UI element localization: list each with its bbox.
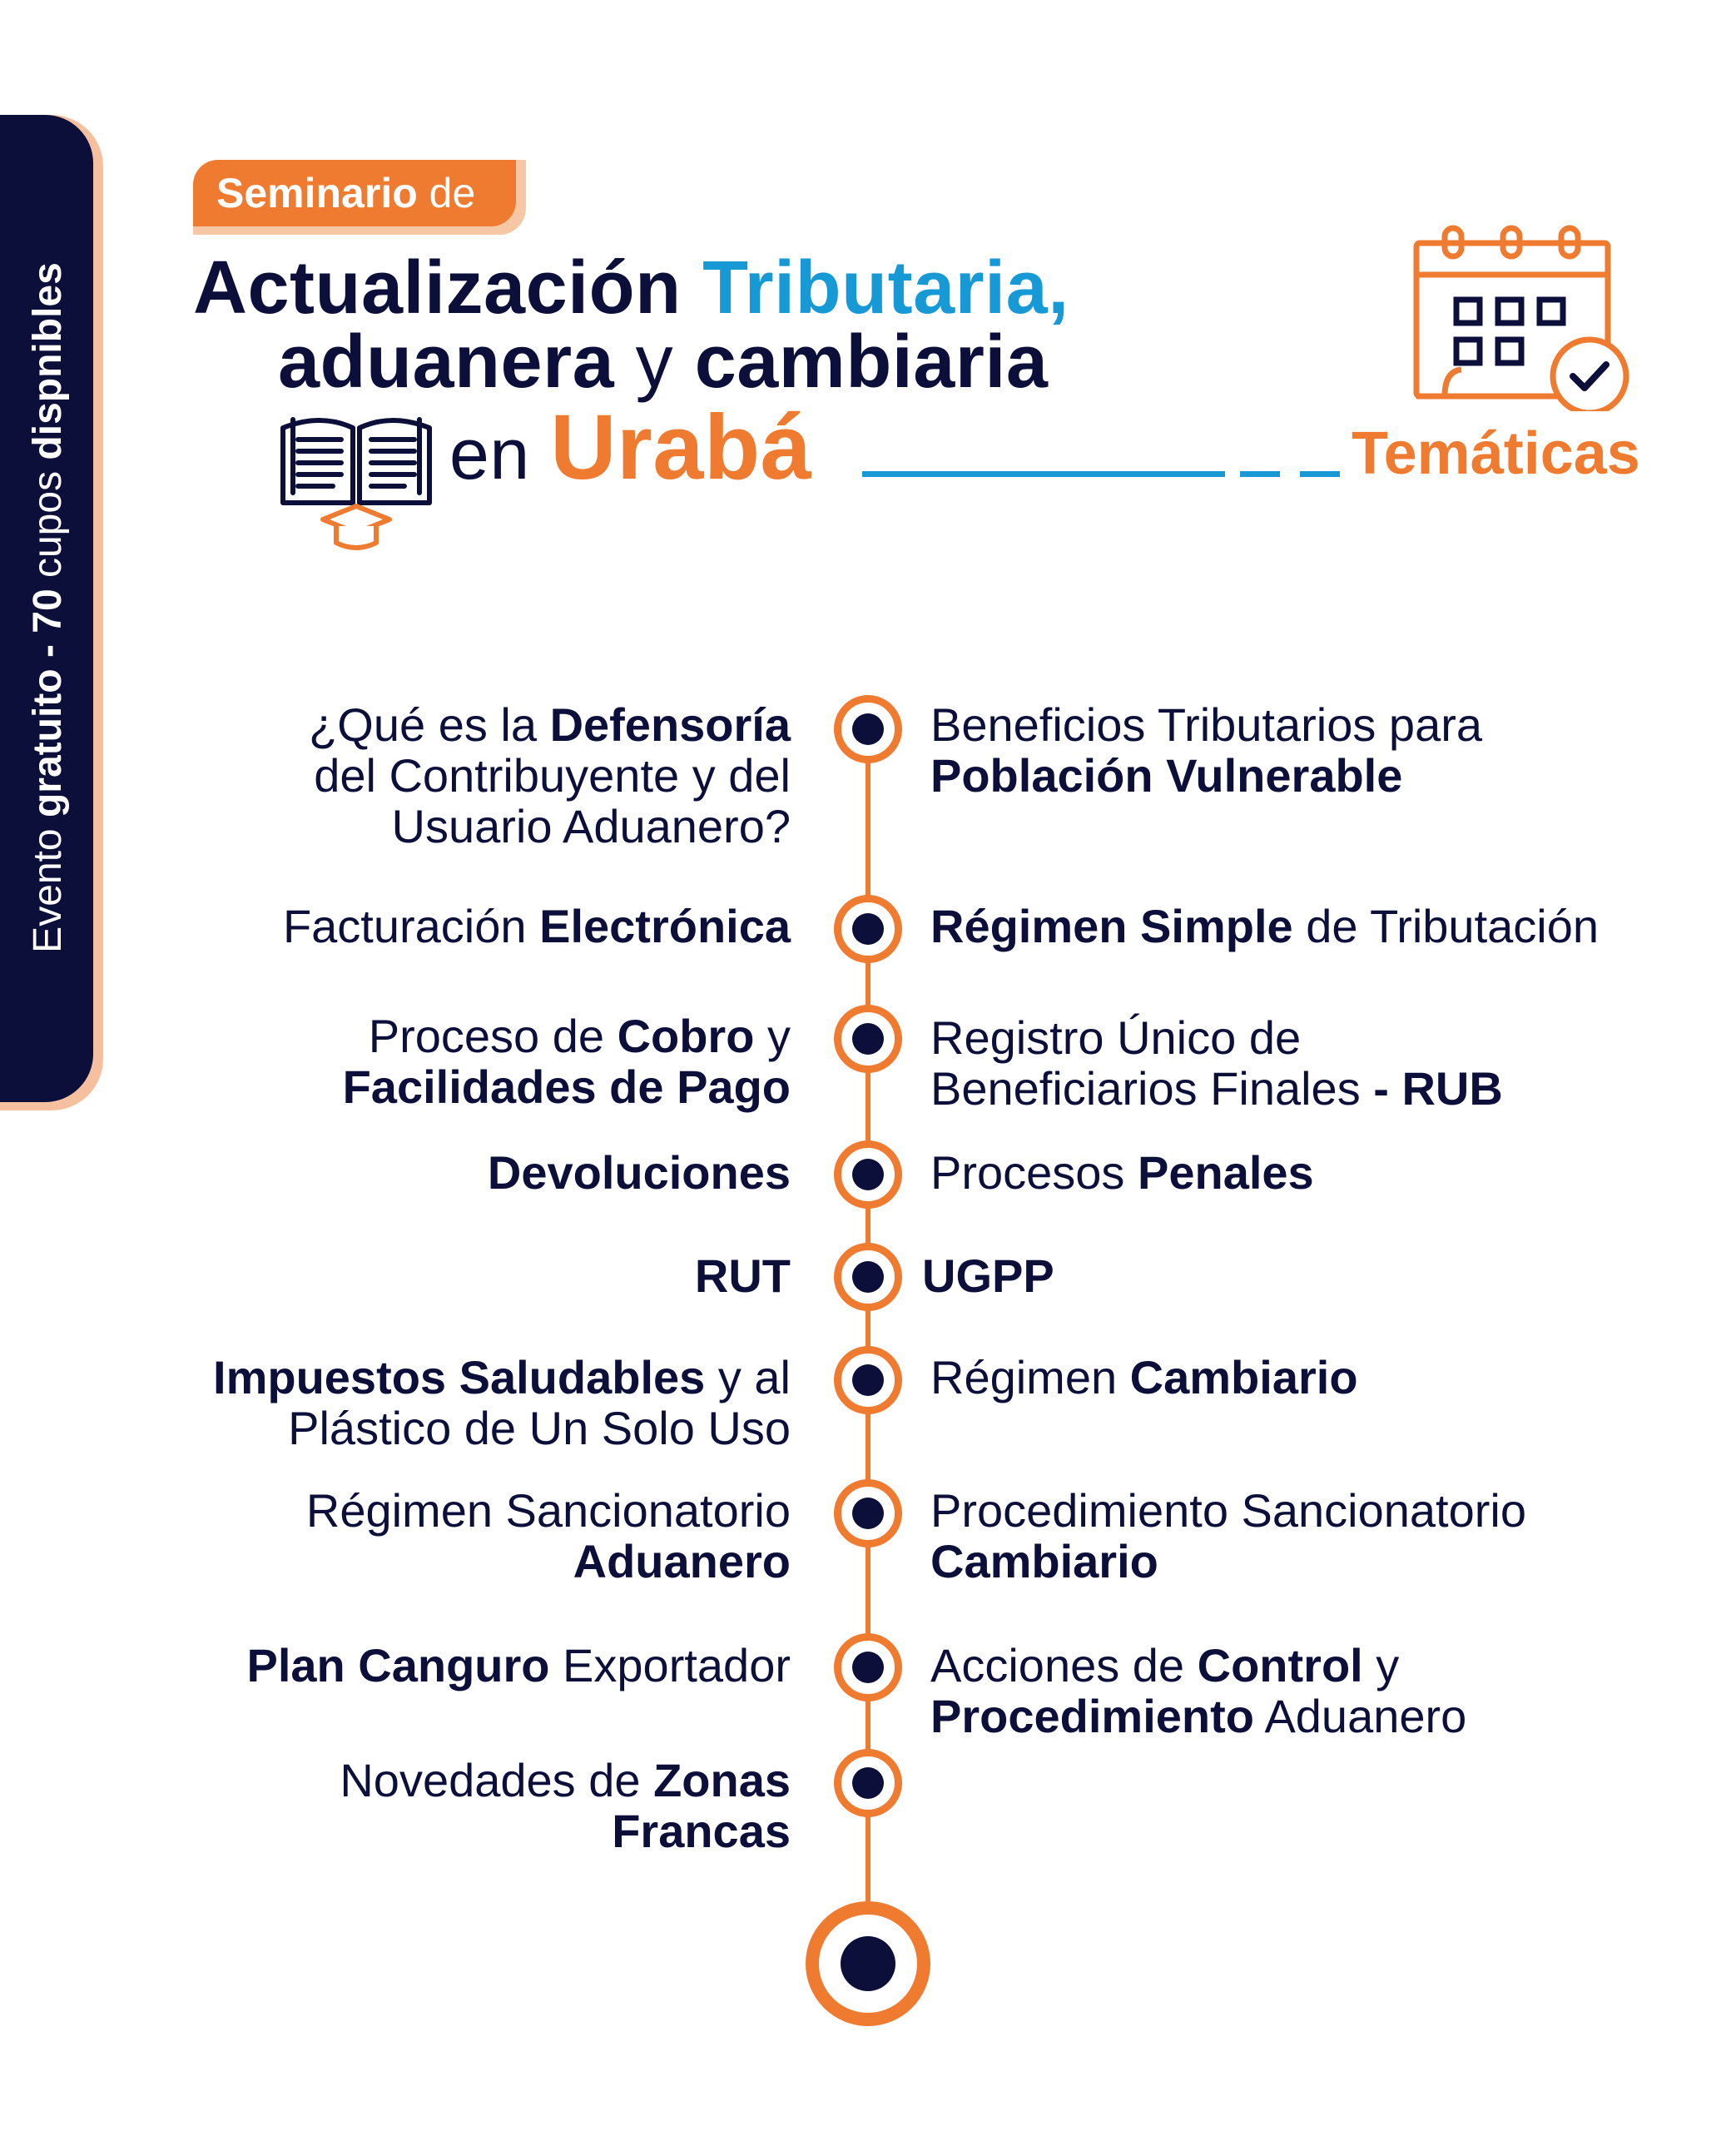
topic-cobro: Proceso de Cobro y Facilidades de Pago [342,1010,791,1113]
title-word-cambiaria: cambiaria [694,320,1049,404]
available-label: dispnibles [26,262,70,460]
topic-regimen-simple: Régimen Simple de Tributación [930,900,1600,952]
timeline-node [834,1346,902,1414]
timeline-node [834,1140,902,1209]
timeline-node [834,695,902,763]
topic-rut: RUT [694,1249,791,1302]
event-label: Evento [26,817,70,953]
topic-procesos-penales: Procesos Penales [930,1146,1314,1199]
topic-defensoria: ¿Qué es la Defensoría del Contribuyente y del Usuario Aduanero? [309,698,791,852]
topic-devoluciones: Devoluciones [487,1146,791,1199]
topic-regimen-cambiario: Régimen Cambiario [930,1351,1358,1403]
title-line-3 [449,398,811,504]
topic-impuestos-saludables: Impuestos Saludables y al Plástico de Un Solo Uso [213,1351,791,1454]
title-word-uraba: Urabá [550,396,812,499]
free-label: gratuito [26,668,70,818]
seminar-pill-label [216,166,475,220]
title-word-tributaria: Tributaria, [702,246,1069,330]
divider-line [862,471,1225,477]
topic-facturacion: Facturación Electrónica [282,900,791,952]
topic-ugpp: UGPP [922,1249,1054,1302]
section-title-tematicas: Temáticas [1352,420,1640,487]
timeline-end-node [806,1901,930,2026]
open-book-graduation-cap-icon [275,403,438,554]
title-word-aduanera: aduanera [278,320,615,404]
topic-rub: Registro Único de Beneficiarios Finales - RUB [930,1011,1503,1115]
topic-zonas-francas: Novedades de Zonas Francas [340,1754,791,1857]
pill-rest-text: de [417,170,476,216]
seats-count: 70 [26,589,70,633]
title-word-en: en [449,415,551,494]
topic-procedimiento-sancionatorio-cambiario: Procedimiento Sancionatorio Cambiario [930,1484,1526,1587]
title-word-actualizacion: Actualización [193,246,703,330]
topic-acciones-control: Acciones de Control y Procedimiento Aduanero [930,1639,1467,1742]
topic-regimen-sancionatorio-aduanero: Régimen Sancionatorio Aduanero [305,1484,791,1587]
timeline-node [834,1243,902,1311]
pill-bold-text: Seminario [216,170,418,216]
topic-beneficios-tributarios: Beneficios Tributarios para Población Vulnerable [930,698,1483,802]
divider-dash [1240,471,1280,477]
timeline-node [834,1633,902,1701]
timeline-node [834,1749,902,1817]
timeline-node [834,1479,902,1547]
topic-plan-canguro: Plan Canguro Exportador [246,1639,791,1691]
dash-separator: - [26,633,70,669]
divider-dash [1300,471,1340,477]
title-word-y: y [614,320,695,404]
timeline-node [834,1005,902,1073]
title-line-2 [278,320,1048,404]
seats-label: cupos [26,459,70,589]
calendar-check-icon [1411,221,1634,411]
timeline-node [834,895,902,963]
title-line-1 [193,246,1069,330]
event-info-vertical [15,165,82,1051]
